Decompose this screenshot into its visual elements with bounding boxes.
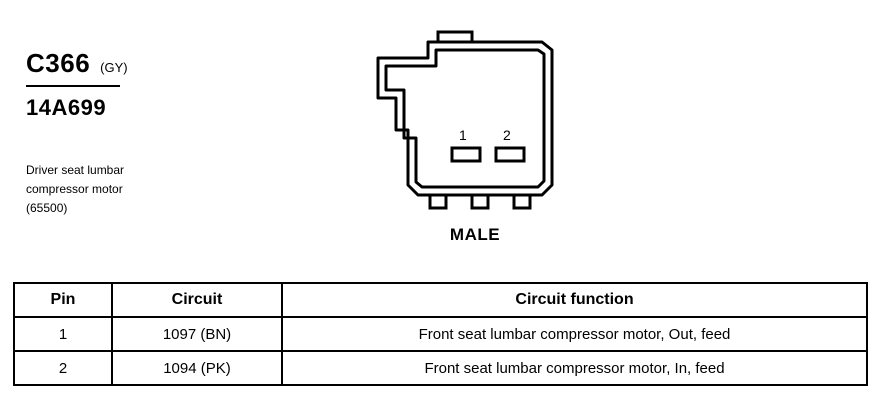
- column-header-circuit: Circuit: [112, 283, 282, 317]
- cell-circuit-function: Front seat lumbar compressor motor, In, feed: [282, 351, 867, 385]
- column-header-circuit-function: Circuit function: [282, 283, 867, 317]
- connector-id-row: [26, 48, 226, 79]
- cell-pin: 1: [14, 317, 112, 351]
- connector-diagram: [360, 20, 590, 260]
- connector-description-line-1: Driver seat lumbar: [26, 163, 125, 177]
- connector-outline-svg: [360, 20, 590, 230]
- connector-view-label: MALE: [449, 225, 501, 244]
- cell-circuit: 1097 (BN): [112, 317, 282, 351]
- connector-inner-outline: [386, 50, 544, 187]
- divider-rule: [26, 85, 120, 87]
- bottom-stub-center: [472, 195, 488, 208]
- table-row: [14, 351, 867, 385]
- cavity-label-1: 1: [459, 127, 467, 143]
- cavity-label-2: 2: [503, 127, 511, 143]
- table-row: [14, 317, 867, 351]
- cavity-1: [452, 148, 480, 161]
- table-header-row: [14, 283, 867, 317]
- cell-circuit-function: Front seat lumbar compressor motor, Out, feed: [282, 317, 867, 351]
- connector-id: C366: [26, 48, 91, 78]
- connector-part-number: 14A699: [26, 95, 107, 120]
- column-header-pin: Pin: [14, 283, 112, 317]
- bottom-stub-right: [514, 195, 530, 208]
- cell-pin: 2: [14, 351, 112, 385]
- connector-description-line-2: compressor motor: [26, 182, 123, 196]
- cell-circuit: 1094 (PK): [112, 351, 282, 385]
- connector-color-code: (GY): [100, 60, 128, 75]
- connector-description-line-3: (65500): [26, 201, 68, 215]
- bottom-stub-left: [430, 195, 446, 208]
- connector-description: [26, 161, 196, 218]
- cavity-2: [496, 148, 524, 161]
- connector-identification-block: [26, 48, 226, 218]
- pin-table: [13, 282, 868, 386]
